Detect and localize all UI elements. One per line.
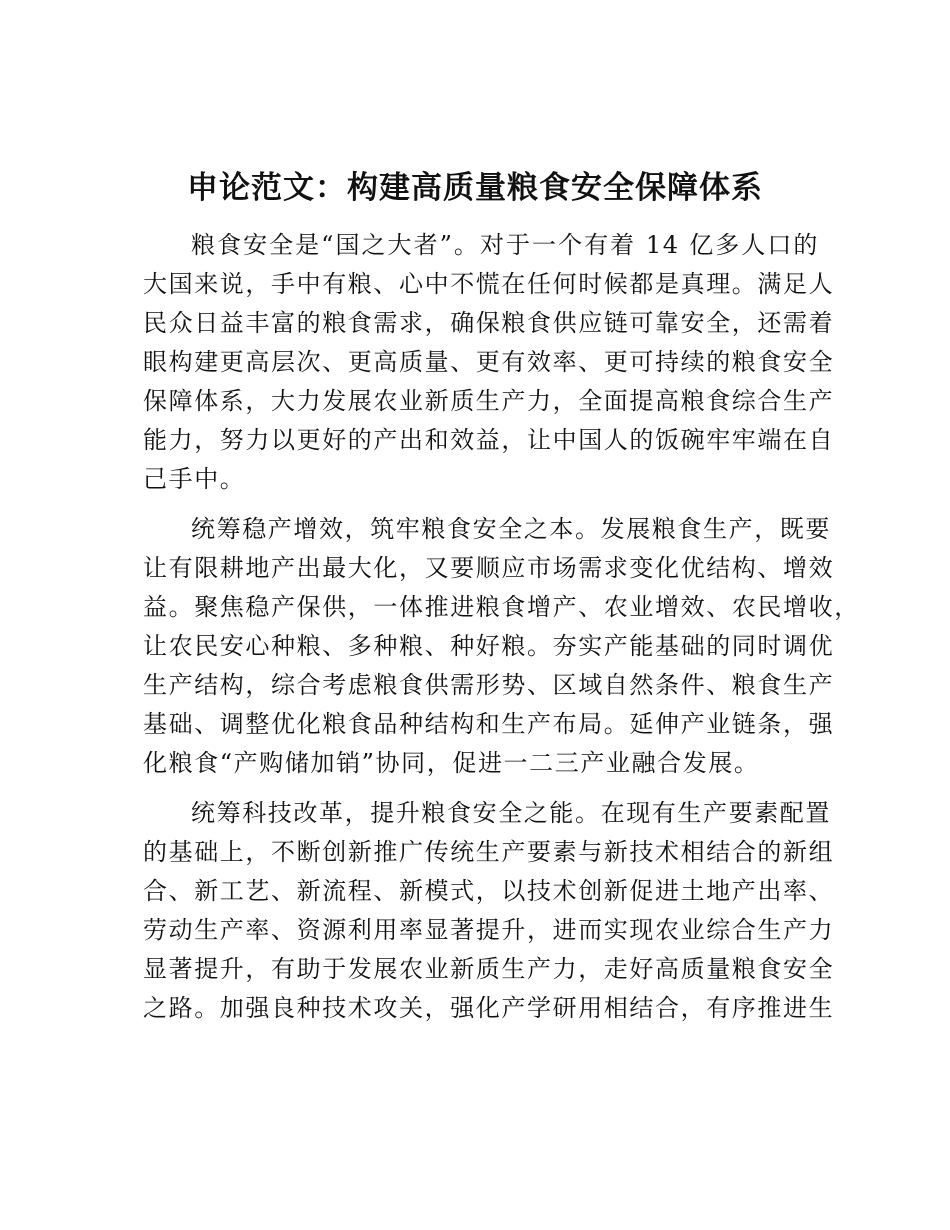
text-line: 粮食安全是“国之大者”。对于一个有着 14 亿多人口的 bbox=[191, 231, 819, 259]
text-line: 合、新工艺、新流程、新模式，以技术创新促进土地产出率、 bbox=[143, 877, 835, 905]
text-line: 统筹稳产增效，筑牢粮食安全之本。发展粮食生产，既要 bbox=[191, 515, 831, 543]
text-line: 化粮食“产购储加销”协同，促进一二三产业融合发展。 bbox=[143, 749, 760, 777]
document-title: 申论范文：构建高质量粮食安全保障体系 bbox=[187, 170, 763, 206]
text-line: 保障体系，大力发展农业新质生产力，全面提高粮食综合生产 bbox=[143, 387, 835, 415]
text-line: 让农民安心种粮、多种粮、种好粮。夯实产能基础的同时调优 bbox=[143, 632, 835, 660]
text-line: 能力，努力以更好的产出和效益，让中国人的饭碗牢牢端在自 bbox=[143, 426, 835, 454]
text-line: 让有限耕地产出最大化，又要顺应市场需求变化优结构、增效 bbox=[143, 554, 835, 582]
paragraph-2 bbox=[143, 510, 860, 783]
paragraph-3 bbox=[143, 794, 835, 1028]
text-line: 基础、调整优化粮食品种结构和生产布局。延伸产业链条，强 bbox=[143, 710, 835, 738]
text-line: 显著提升，有助于发展农业新质生产力，走好高质量粮食安全 bbox=[143, 955, 835, 983]
text-line: 劳动生产率、资源利用率显著提升，进而实现农业综合生产力 bbox=[143, 916, 835, 944]
text-line: 之路。加强良种技术攻关，强化产学研用相结合，有序推进生 bbox=[143, 994, 835, 1022]
text-line: 民众日益丰富的粮食需求，确保粮食供应链可靠安全，还需着 bbox=[143, 309, 835, 337]
text-line: 眼构建更高层次、更高质量、更有效率、更可持续的粮食安全 bbox=[143, 348, 835, 376]
document-body bbox=[143, 226, 860, 1039]
text-line: 的基础上，不断创新推广传统生产要素与新技术相结合的新组 bbox=[143, 838, 835, 866]
text-line: 生产结构，综合考虑粮食供需形势、区域自然条件、粮食生产 bbox=[143, 671, 835, 699]
paragraph-1 bbox=[143, 226, 835, 499]
text-line: 大国来说，手中有粮、心中不慌在任何时候都是真理。满足人 bbox=[143, 270, 835, 298]
text-line: 益。聚焦稳产保供，一体推进粮食增产、农业增效、农民增收， bbox=[143, 593, 860, 621]
text-line: 统筹科技改革，提升粮食安全之能。在现有生产要素配置 bbox=[191, 799, 831, 827]
text-line: 己手中。 bbox=[143, 465, 246, 493]
